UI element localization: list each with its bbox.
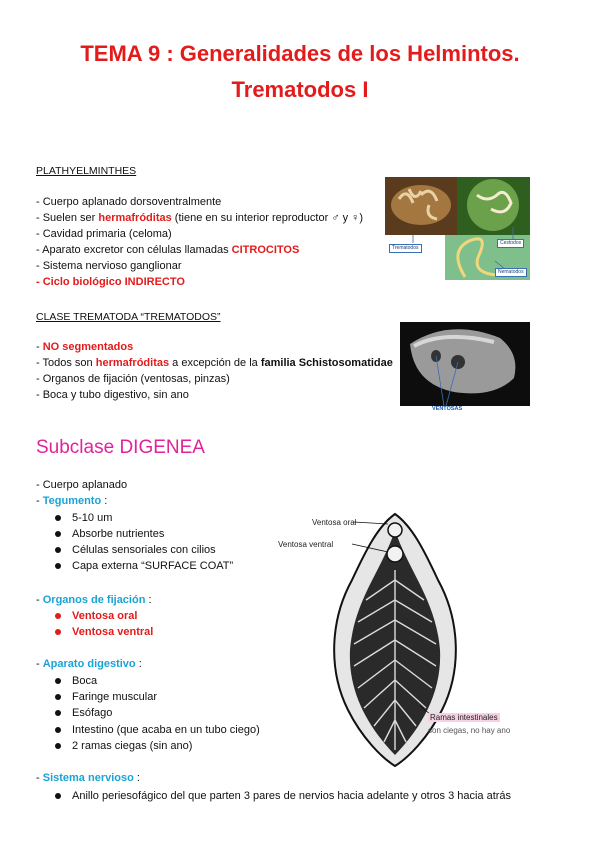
trematode-anatomy-diagram: [270, 510, 520, 770]
trematode-sem-photo: [400, 322, 530, 414]
tegumento-item: 5-10 um: [72, 510, 112, 526]
fijacion-item: Ventosa ventral: [72, 624, 153, 640]
digestivo-item: Esófago: [72, 705, 112, 721]
tegumento-item: Células sensoriales con cilios: [72, 542, 216, 558]
digestivo-item: 2 ramas ciegas (sin ano): [72, 738, 192, 754]
clase-item: - Todos son hermafróditas a excepción de la familia Schistosomatidae: [36, 357, 393, 369]
tegumento-item: Capa externa “SURFACE COAT”: [72, 558, 233, 574]
plathy-item: - Ciclo biológico INDIRECTO: [36, 276, 185, 288]
plathy-item: - Sistema nervioso ganglionar: [36, 260, 182, 272]
label-ventosa-oral: Ventosa oral: [312, 518, 357, 527]
digestivo-item: Boca: [72, 673, 97, 689]
plathy-heading: PLATHYELMINTHES: [36, 165, 137, 177]
clase-item: - Organos de fijación (ventosas, pinzas): [36, 373, 230, 385]
digenea-heading: Subclase DIGENEA: [36, 437, 205, 458]
sem-photo: [400, 322, 530, 414]
page-title-line1: TEMA 9 : Generalidades de los Helmintos.: [80, 41, 520, 66]
fijacion-item: Ventosa oral: [72, 608, 137, 624]
label-ventosa-ventral: Ventosa ventral: [278, 540, 334, 549]
clase-item: - Boca y tubo digestivo, sin ano: [36, 389, 189, 401]
plathy-item: - Aparato excretor con células llamadas CITROCITOS: [36, 244, 300, 256]
nervioso-item: Anillo periesofágico del que parten 3 pares de nervios hacia adelante y otros 3 hacia atrás: [72, 788, 511, 804]
label-ramas-intestinales: Ramas intestinales: [430, 713, 498, 722]
clase-item: - NO segmentados: [36, 341, 134, 353]
digestivo-item: Faringe muscular: [72, 689, 157, 705]
photo-label-nematodos: Nematodos: [495, 268, 527, 277]
plathy-item: - Cuerpo aplanado dorsoventralmente: [36, 196, 222, 208]
nervioso-heading: - Sistema nervioso :: [36, 772, 140, 784]
tegumento-item: Absorbe nutrientes: [72, 526, 164, 542]
label-ramas-sub: son ciegas, no hay ano: [428, 726, 511, 735]
digestivo-item: Intestino (que acaba en un tubo ciego): [72, 722, 260, 738]
photo-label-trematodos: Trematodos: [389, 244, 422, 253]
ventosas-label: VENTOSAS: [432, 406, 463, 412]
plathy-item: - Suelen ser hermafróditas (tiene en su interior reproductor ♂ y ♀): [36, 212, 364, 224]
photo-label-cestodos: Cestodos: [497, 239, 524, 248]
digenea-cuerpo: - Cuerpo aplanado: [36, 479, 128, 491]
fijacion-heading: - Organos de fijación :: [36, 594, 152, 606]
plathy-item: - Cavidad primaria (celoma): [36, 228, 172, 240]
page-title-line2: Trematodos I: [231, 77, 369, 102]
helminths-photo: [385, 177, 530, 280]
digestivo-heading: - Aparato digestivo :: [36, 658, 142, 670]
tegumento-heading: - Tegumento :: [36, 495, 108, 507]
helminths-photo-collage: [385, 177, 530, 280]
clase-heading: CLASE TREMATODA “TREMATODOS”: [36, 311, 221, 323]
